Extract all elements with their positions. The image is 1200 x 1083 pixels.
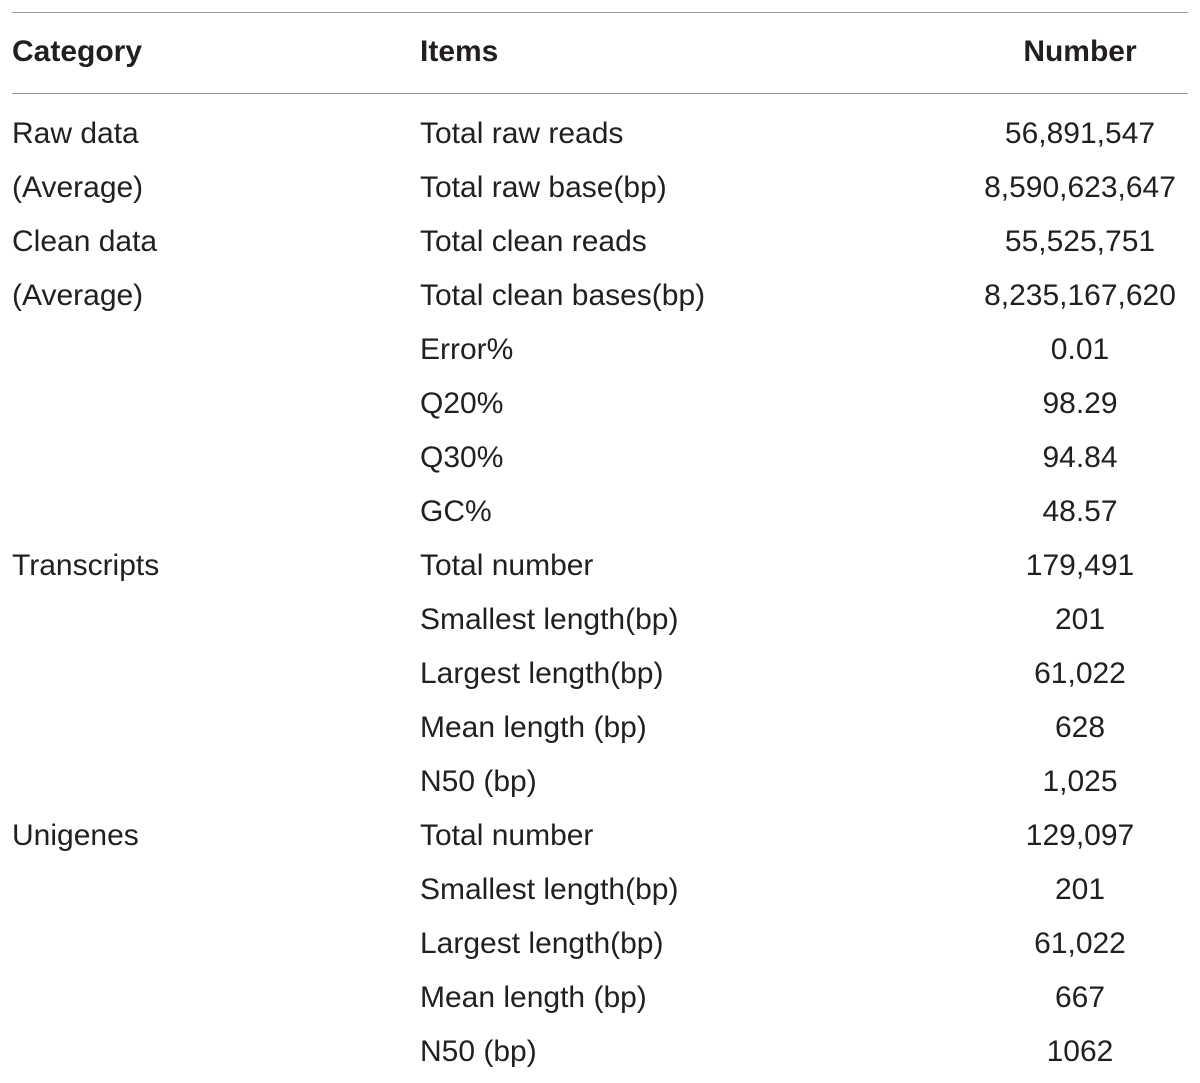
table-row	[0, 647, 1200, 701]
cell-item: Largest length(bp)	[420, 927, 664, 960]
cell-number: 55,525,751	[1004, 225, 1156, 258]
cell-number: 201	[1054, 873, 1106, 906]
table-row	[0, 1025, 1200, 1079]
cell-number: 1,025	[1042, 765, 1118, 798]
table-row	[0, 809, 1200, 863]
cell-category: Raw data	[12, 117, 139, 150]
table-row	[0, 917, 1200, 971]
cell-number: 61,022	[1034, 927, 1126, 960]
table-top-rule	[12, 12, 1188, 13]
cell-number: 179,491	[1025, 549, 1135, 582]
cell-number: 94.84	[1042, 441, 1118, 474]
table-row	[0, 485, 1200, 539]
table-row	[0, 593, 1200, 647]
table-row	[0, 755, 1200, 809]
cell-item: Total number	[420, 549, 594, 582]
cell-number: 1062	[1046, 1035, 1114, 1068]
cell-item: GC%	[420, 495, 492, 528]
cell-item: Q30%	[420, 441, 504, 474]
cell-item: Total number	[420, 819, 594, 852]
header-number: Number	[1023, 35, 1137, 68]
cell-item: Total clean reads	[420, 225, 647, 258]
cell-number: 48.57	[1042, 495, 1118, 528]
header-category: Category	[12, 35, 143, 68]
cell-item: Smallest length(bp)	[420, 873, 679, 906]
cell-number: 8,235,167,620	[984, 279, 1176, 312]
table-body	[0, 107, 1200, 1079]
cell-number: 201	[1054, 603, 1106, 636]
table-row	[0, 107, 1200, 161]
cell-item: Q20%	[420, 387, 504, 420]
cell-number: 129,097	[1025, 819, 1135, 852]
table-row	[0, 701, 1200, 755]
table-row	[0, 323, 1200, 377]
cell-number: 0.01	[1050, 333, 1110, 366]
header-items: Items	[420, 35, 499, 68]
cell-item: N50 (bp)	[420, 1035, 537, 1068]
cell-item: N50 (bp)	[420, 765, 537, 798]
table-row	[0, 431, 1200, 485]
cell-number: 98.29	[1042, 387, 1118, 420]
cell-number: 8,590,623,647	[984, 171, 1176, 204]
cell-item: Mean length (bp)	[420, 711, 647, 744]
cell-number: 667	[1054, 981, 1106, 1014]
table-row	[0, 161, 1200, 215]
cell-number: 61,022	[1034, 657, 1126, 690]
table-header-rule	[12, 93, 1188, 94]
table-row	[0, 269, 1200, 323]
cell-item: Total raw reads	[420, 117, 624, 150]
cell-category: Clean data	[12, 225, 158, 258]
table-row	[0, 971, 1200, 1025]
cell-item: Mean length (bp)	[420, 981, 647, 1014]
cell-category: (Average)	[12, 279, 144, 312]
cell-category: Transcripts	[12, 549, 160, 582]
cell-item: Smallest length(bp)	[420, 603, 679, 636]
cell-item: Largest length(bp)	[420, 657, 664, 690]
cell-item: Error%	[420, 333, 514, 366]
table-row	[0, 863, 1200, 917]
table-row	[0, 215, 1200, 269]
cell-category: Unigenes	[12, 819, 139, 852]
cell-item: Total clean bases(bp)	[420, 279, 706, 312]
cell-item: Total raw base(bp)	[420, 171, 667, 204]
cell-category: (Average)	[12, 171, 144, 204]
table-row	[0, 539, 1200, 593]
cell-number: 628	[1054, 711, 1106, 744]
table-row	[0, 377, 1200, 431]
cell-number: 56,891,547	[1004, 117, 1156, 150]
